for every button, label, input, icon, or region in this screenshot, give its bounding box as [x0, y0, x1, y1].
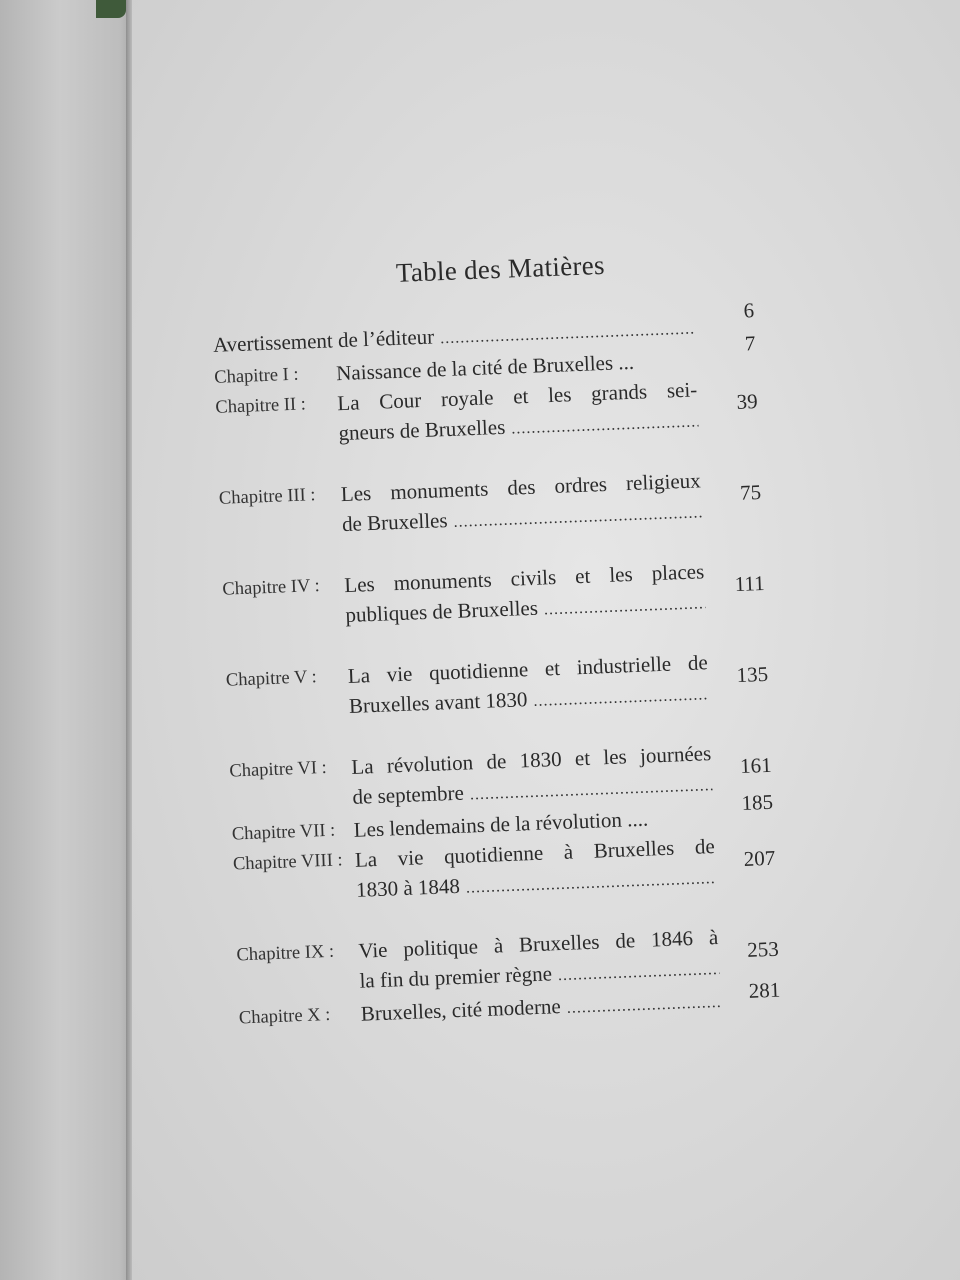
- toc-entry-chapitre-5: [225, 644, 787, 728]
- toc-entry-label: Chapitre IX :: [236, 941, 335, 966]
- toc-page-number: 39: [736, 389, 759, 414]
- toc-entry-label: Chapitre X :: [238, 1004, 331, 1029]
- toc-page-number: 6: [743, 298, 755, 323]
- toc-entry-line: 1830 à 1848: [355, 873, 461, 902]
- toc-page-number: 75: [739, 480, 762, 505]
- toc-entry-line: Les lendemains de la révolution ....: [353, 806, 649, 842]
- toc-entry-label: Chapitre VIII :: [232, 850, 343, 875]
- dot-leader: [453, 498, 702, 538]
- toc-entry-label: Chapitre V :: [225, 667, 318, 691]
- toc-page-number: 161: [739, 752, 773, 779]
- toc-entry-label: Chapitre VI :: [229, 757, 328, 782]
- toc-entry-chapitre-3: [218, 462, 780, 546]
- toc-entry-line: la fin du premier règne: [359, 961, 553, 993]
- toc-page-number: 7: [744, 331, 756, 356]
- toc-entry-line: La révolution de 1830 et les journées: [350, 741, 712, 779]
- toc-page-number: 207: [743, 845, 776, 871]
- toc-entry-line: Vie politique à Bruxelles de 1846 à: [357, 924, 719, 963]
- toc-title: Table des Matières: [395, 249, 606, 288]
- toc-entry-line: La vie quotidienne à Bruxelles de: [354, 834, 716, 872]
- toc-entry-text: [344, 556, 706, 633]
- toc-page-number: 281: [748, 977, 781, 1003]
- toc-entry-line: Bruxelles avant 1830: [348, 687, 528, 718]
- toc-entry-line: gneurs de Bruxelles: [338, 414, 506, 446]
- toc-page-number: 253: [746, 936, 780, 962]
- toc-entry-text: [337, 374, 699, 451]
- toc-entry-text: [340, 465, 702, 542]
- toc-entry-label: Chapitre VII :: [231, 820, 336, 845]
- green-cover-corner: [96, 0, 126, 18]
- toc-entry-line: de septembre: [352, 780, 465, 809]
- toc-entry-text: [354, 831, 716, 908]
- toc-entry-label: Chapitre IV :: [222, 576, 321, 600]
- dot-leader: [511, 407, 699, 444]
- toc-entry-line: de Bruxelles: [341, 508, 448, 537]
- toc-entry-chapitre-4: [222, 553, 784, 637]
- toc-page-number: 111: [734, 570, 766, 597]
- dot-leader: [543, 589, 706, 625]
- toc-entry-line: La vie quotidienne et industrielle de: [347, 650, 709, 689]
- toc-entry-label: Chapitre II :: [215, 394, 307, 418]
- toc-entry-label: Chapitre III :: [218, 485, 316, 509]
- toc-entry-line: Naissance de la cité de Bruxelles ...: [335, 349, 635, 386]
- toc-entry-line: Les monuments civils et les places: [343, 559, 705, 598]
- dot-leader: [566, 988, 721, 1024]
- toc-entry-line: Bruxelles, cité moderne: [360, 994, 562, 1026]
- toc-entry-line: Avertissement de l’éditeur: [212, 324, 435, 357]
- table-of-contents: [210, 244, 799, 1037]
- toc-entry-label: Chapitre I :: [213, 364, 299, 388]
- toc-page-number: 185: [741, 789, 774, 815]
- toc-entry-line: Les monuments des ordres religieux: [340, 468, 702, 507]
- toc-entry-text: [347, 647, 709, 724]
- dot-leader: [465, 864, 716, 904]
- toc-entry-line: publiques de Bruxelles: [345, 595, 539, 628]
- toc-page-number: 135: [736, 661, 769, 688]
- dot-leader: [533, 680, 710, 717]
- toc-entry-line: La Cour royale et les grands sei-: [336, 377, 698, 416]
